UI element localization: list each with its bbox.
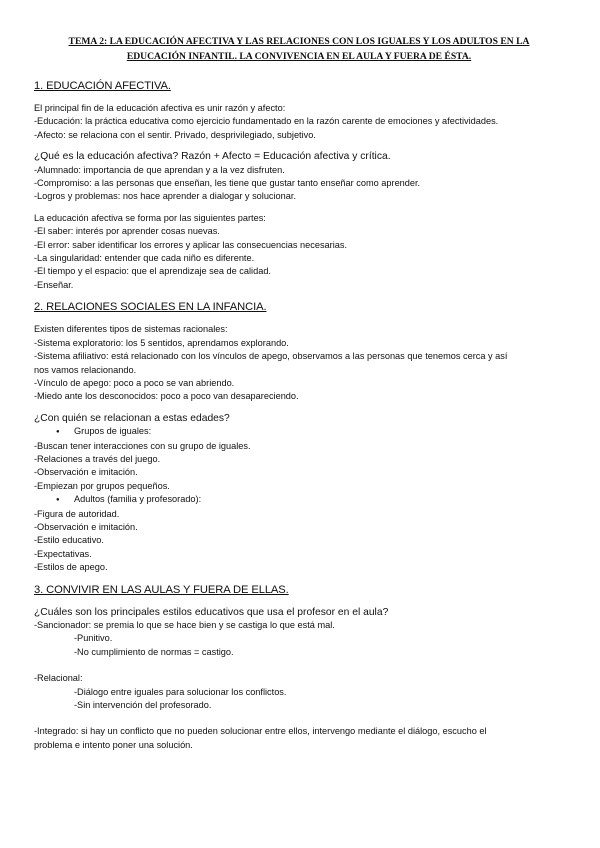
document-title: [34, 34, 564, 64]
s2-list1-item: -Empiezan por grupos pequeños.: [34, 480, 170, 491]
s3-rel-item: -Sin intervención del profesorado.: [74, 700, 212, 711]
title-line: TEMA 2: LA EDUCACIÓN AFECTIVA Y LAS RELACIONES CON LOS IGUALES Y LOS ADULTOS EN LA: [68, 36, 530, 47]
s1-p1-line: -Educación: la práctica educativa como ejercicio fundamentado en la razón carente de emociones y afectividades.: [34, 116, 499, 127]
document-page: [34, 34, 568, 752]
s2-p1-line: -Sistema afiliativo: está relacionado con los vínculos de apego, observamos a las personas que tenemos cerca y así: [34, 351, 508, 362]
s1-question: ¿Qué es la educación afectiva? Razón + Afecto = Educación afectiva y crítica.: [34, 151, 391, 163]
s2-p1-line: -Sistema exploratorio: los 5 sentidos, aprendamos explorando.: [34, 337, 289, 348]
s1-p3-line: La educación afectiva se forma por las siguientes partes:: [34, 212, 266, 223]
s2-p1-line: Existen diferentes tipos de sistemas racionales:: [34, 324, 228, 335]
s2-p1-line: -Miedo ante los desconocidos: poco a poco van desapareciendo.: [34, 391, 299, 402]
s1-p3-line: -Enseñar.: [34, 279, 74, 290]
s3-integrado-line: problema e intento poner una solución.: [34, 739, 193, 750]
s3-sanc-item: -No cumplimiento de normas = castigo.: [74, 646, 234, 657]
s3-relacional: -Relacional:: [34, 673, 83, 684]
bullet-groups: ● Grupos de iguales:: [34, 425, 568, 439]
title-line: EDUCACIÓN INFANTIL. LA CONVIVENCIA EN EL AULA Y FUERA DE ÉSTA.: [126, 51, 472, 62]
s2-question: ¿Con quién se relacionan a estas edades?: [34, 412, 230, 424]
s1-p2-line: -Compromiso: a las personas que enseñan, les tiene que gustar tanto enseñar como aprender.: [34, 178, 421, 189]
bullet-adults: ● Adultos (familia y profesorado):: [34, 493, 568, 507]
s2-list1-item: -Buscan tener interacciones con su grupo de iguales.: [34, 440, 251, 451]
section-2-heading: 2. RELACIONES SOCIALES EN LA INFANCIA.: [34, 301, 267, 314]
s3-integrado-line: -Integrado: si hay un conflicto que no pueden solucionar entre ellos, intervengo mediante el diálogo, escucho el: [34, 726, 487, 737]
s1-p3-line: -El error: saber identificar los errores y aplicar las consecuencias necesarias.: [34, 239, 348, 250]
s1-p3-line: -El tiempo y el espacio: que el aprendizaje sea de calidad.: [34, 266, 271, 277]
s2-list2-item: -Expectativas.: [34, 548, 92, 559]
s3-sanc-item: -Punitivo.: [74, 633, 113, 644]
s1-p2-line: -Logros y problemas: nos hace aprender a dialogar y solucionar.: [34, 191, 296, 202]
s2-list2-item: -Estilo educativo.: [34, 535, 104, 546]
s1-p1-line: -Afecto: se relaciona con el sentir. Privado, desprivilegiado, subjetivo.: [34, 129, 316, 140]
s2-list2-item: -Estilos de apego.: [34, 562, 108, 573]
s3-sancionador: -Sancionador: se premia lo que se hace bien y se castiga lo que está mal.: [34, 620, 335, 630]
section-3-heading: 3. CONVIVIR EN LAS AULAS Y FUERA DE ELLAS.: [34, 583, 289, 596]
s1-p3-line: -La singularidad: entender que cada niño es diferente.: [34, 253, 255, 264]
s2-list1-item: -Relaciones a través del juego.: [34, 453, 161, 464]
s1-p1-line: El principal fin de la educación afectiva es unir razón y afecto:: [34, 103, 286, 113]
s3-rel-item: -Diálogo entre iguales para solucionar los conflictos.: [74, 686, 287, 697]
s2-p1-line: nos vamos relacionando.: [34, 364, 137, 375]
s3-question: ¿Cuáles son los principales estilos educativos que usa el profesor en el aula?: [34, 606, 389, 618]
s2-list1-item: -Observación e imitación.: [34, 467, 138, 478]
s2-list2-item: -Figura de autoridad.: [34, 508, 120, 519]
s1-p2-line: -Alumnado: importancia de que aprendan y a la vez disfruten.: [34, 164, 285, 175]
section-1-heading: 1. EDUCACIÓN AFECTIVA.: [34, 80, 171, 92]
s2-p1-line: -Vínculo de apego: poco a poco se van abriendo.: [34, 377, 235, 388]
s2-list2-item: -Observación e imitación.: [34, 521, 138, 532]
s1-p3-line: -El saber: interés por aprender cosas nuevas.: [34, 226, 220, 237]
